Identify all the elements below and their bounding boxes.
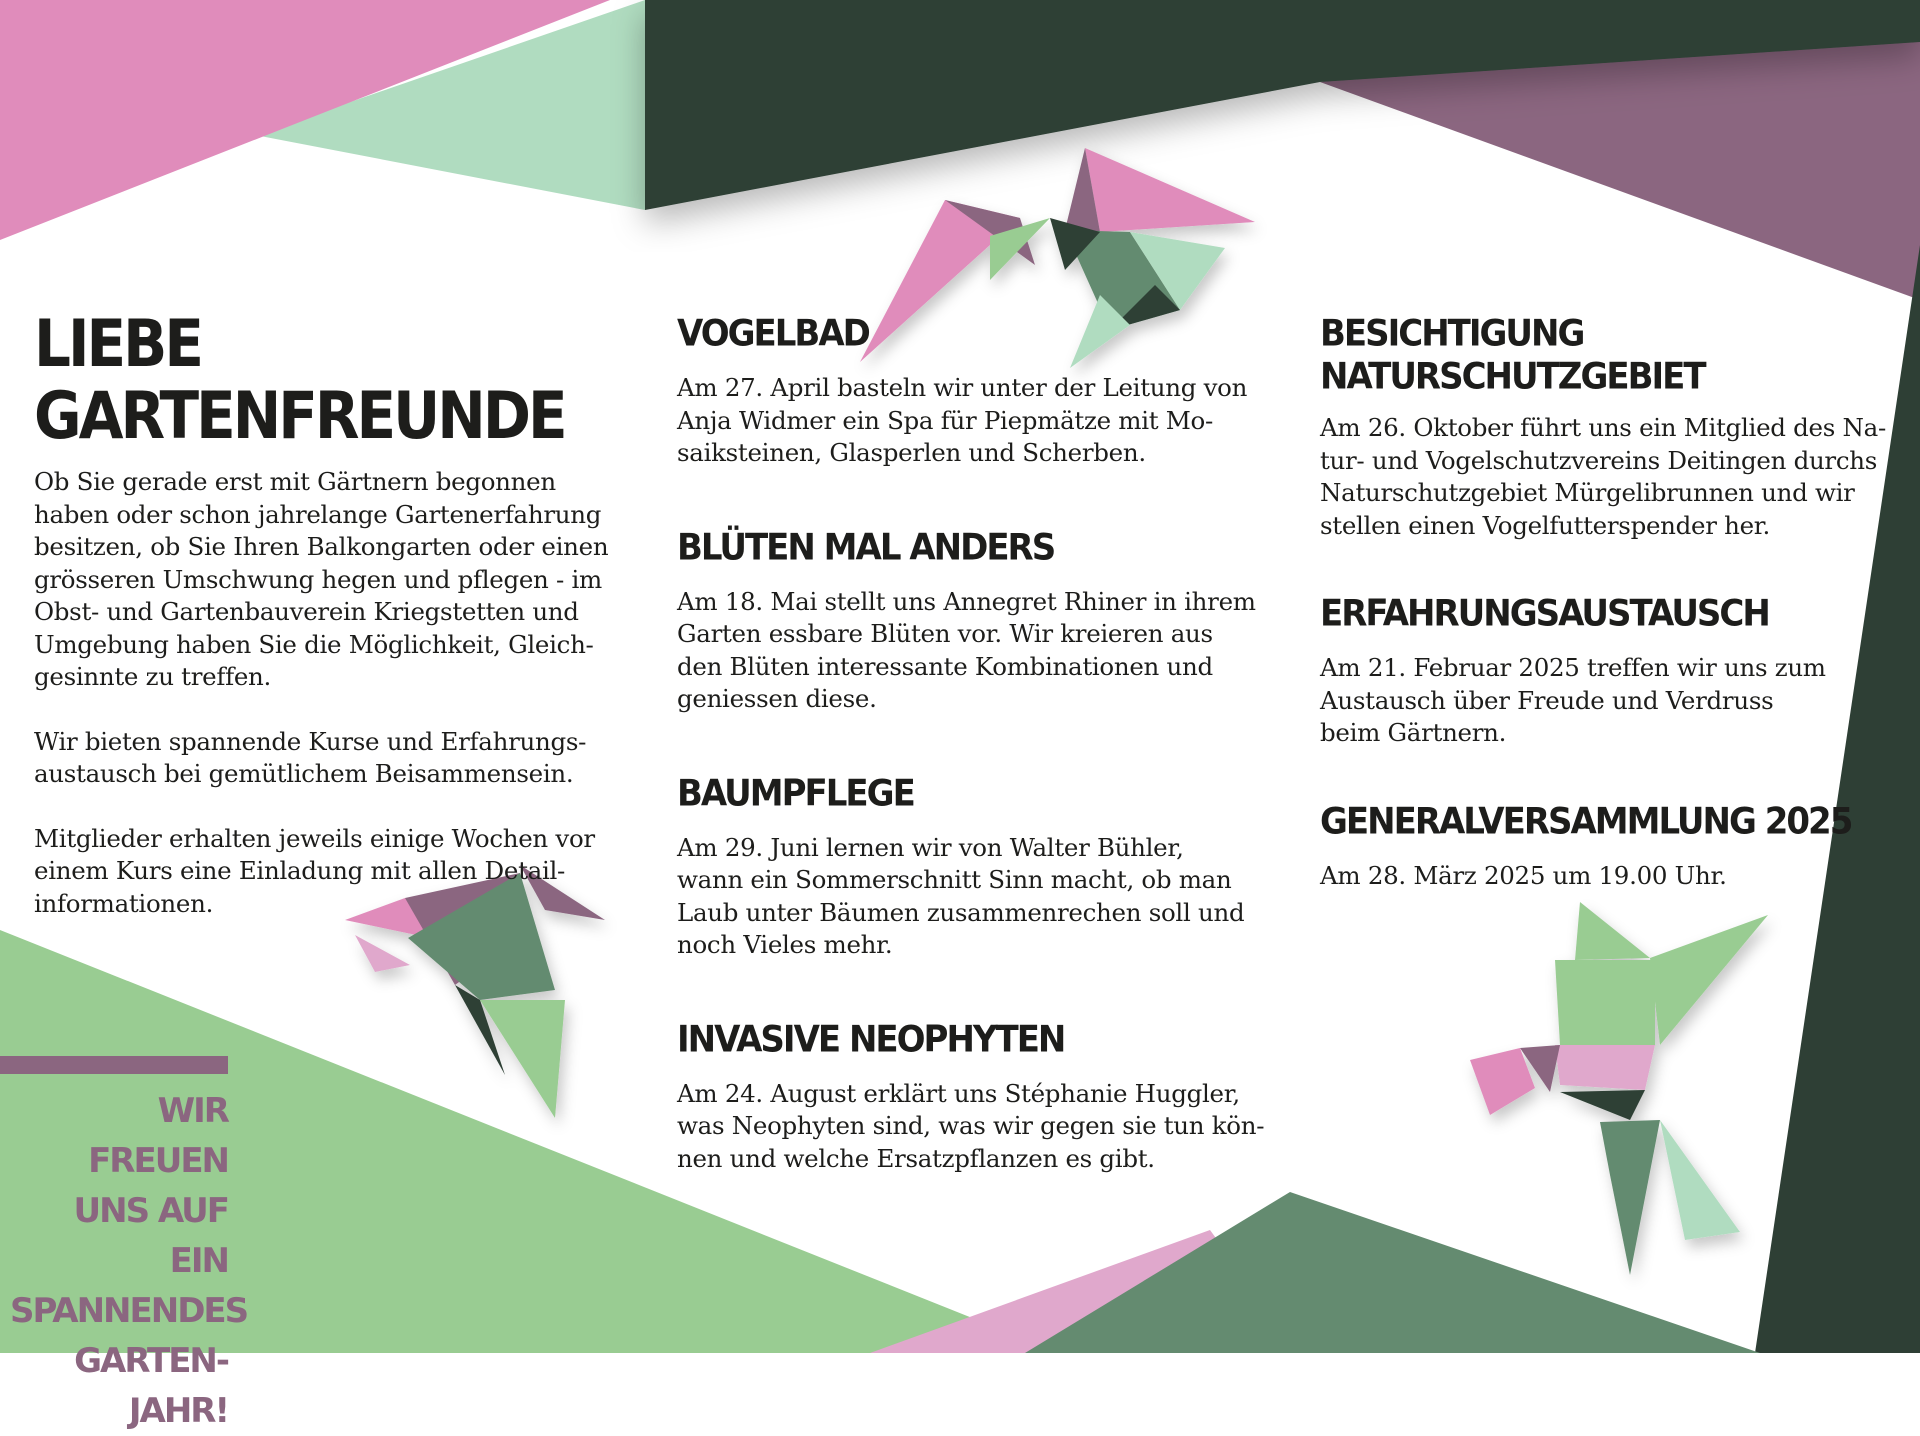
events-middle-column xyxy=(677,312,1277,1231)
intro-paragraph-2: Wir bieten spannende Kurse und Erfahrungs- austausch bei gemütlichem Beisammensein. xyxy=(34,726,587,788)
intro-paragraph-3: Mitglieder erhalten jeweils einige Wochen vor einem Kurs eine Einladung mit allen Detail- informationen. xyxy=(34,823,595,918)
event-title: BLÜTEN MAL ANDERS xyxy=(677,525,1055,569)
event-title: VOGELBAD xyxy=(677,312,869,356)
event-title: ERFAHRUNGSAUSTAUSCH xyxy=(1320,592,1769,636)
event-blueten xyxy=(677,526,1277,716)
event-generalversammlung xyxy=(1320,800,1895,893)
event-vogelbad xyxy=(677,312,1277,470)
event-title: GENERALVERSAMMLUNG 2025 xyxy=(1320,799,1852,843)
intro-section xyxy=(34,305,619,952)
page-title: LIEBE GARTENFREUNDE xyxy=(34,305,565,454)
event-title: BESICHTIGUNG NATURSCHUTZGEBIET xyxy=(1320,312,1705,399)
event-text: Am 24. August erklärt uns Stéphanie Huggler, was Neophyten sind, was wir gegen sie tun kön- nen und welche Ersatzpflanzen es gibt. xyxy=(677,1078,1265,1173)
event-title: INVASIVE NEOPHYTEN xyxy=(677,1017,1065,1061)
event-text: Am 29. Juni lernen wir von Walter Bühler, wann ein Sommerschnitt Sinn macht, ob man Laub unter Bäumen zusammenrechen soll und noch Vieles mehr. xyxy=(677,832,1245,959)
event-text: Am 26. Oktober führt uns ein Mitglied des Na- tur- und Vogelschutzvereins Deitingen durchs Naturschutzgebiet Mürgelibrunnen und wir stellen einen Vogelfutterspender her. xyxy=(1320,413,1886,540)
intro-paragraph-1: Ob Sie gerade erst mit Gärtnern begonnen haben oder schon jahrelange Gartenerfahrung besitzen, ob Sie Ihren Balkongarten oder einen grösseren Umschwung hegen und pflegen - im Obst- und Gartenbauverein Kriegstetten und Umgebung haben Sie die Möglichkeit, Gleich- gesinnte zu treffen. xyxy=(34,467,609,691)
event-neophyten xyxy=(677,1018,1277,1176)
events-right-column xyxy=(1320,312,1895,942)
event-title: BAUMPFLEGE xyxy=(677,771,914,815)
event-text: Am 18. Mai stellt uns Annegret Rhiner in ihrem Garten essbare Blüten vor. Wir kreieren aus den Blüten interessante Kombinationen und geniessen diese. xyxy=(677,586,1256,713)
event-text: Am 21. Februar 2025 treffen wir uns zum Austausch über Freude und Verdruss beim Gärtnern. xyxy=(1320,653,1826,747)
origami-bird-right-icon xyxy=(1470,902,1768,1275)
slogan-text: WIR FREUEN UNS AUF EIN SPANNENDES GARTEN- JAHR! xyxy=(10,1091,248,1431)
event-naturschutzgebiet xyxy=(1320,312,1895,542)
event-erfahrungsaustausch xyxy=(1320,592,1895,750)
slogan-bar xyxy=(0,1056,228,1074)
event-text: Am 27. April basteln wir unter der Leitung von Anja Widmer ein Spa für Piepmätze mit Mo- saiksteinen, Glasperlen und Scherben. xyxy=(677,373,1248,467)
event-baumpflege xyxy=(677,772,1277,962)
event-text: Am 28. März 2025 um 19.00 Uhr. xyxy=(1320,860,1727,890)
